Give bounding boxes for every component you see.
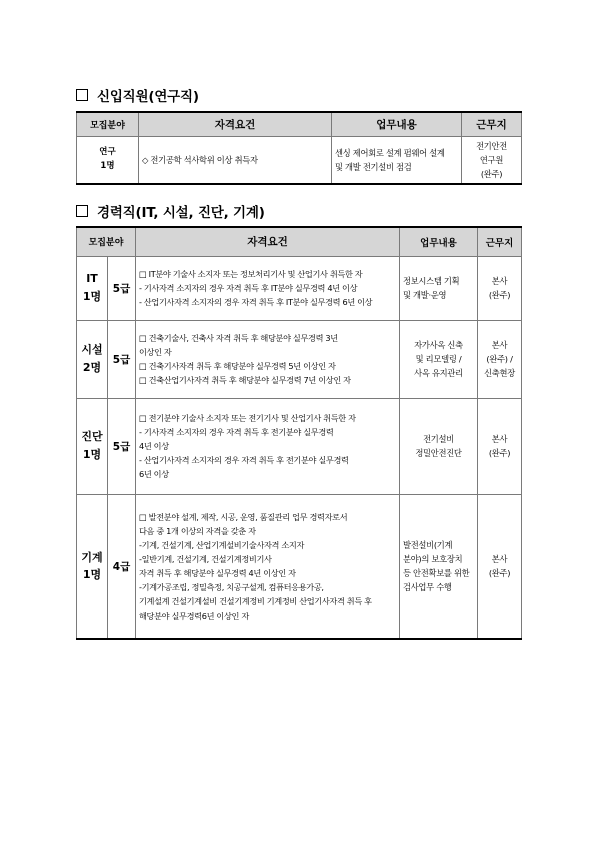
section-title-text: 경력직(IT, 시설, 진단, 기계) bbox=[97, 205, 265, 221]
requirement-cell: □ IT분야 기술사 소지자 또는 정보처리기사 및 산업기사 취득한 자 - 기사자격 소지자의 경우 자격 취득 후 IT분야 실무경력 4년 이상 - 산업기사자격 소지자의 경우 자격 취득 후 IT분야 실무경력 6년 이상 bbox=[136, 256, 400, 320]
duty-cell: 전기설비 정밀안전진단 bbox=[400, 398, 478, 494]
grade-cell: 5급 bbox=[108, 398, 136, 494]
header-category: 모집분야 bbox=[77, 227, 136, 256]
header-location: 근무지 bbox=[462, 112, 522, 136]
section-title-text: 신입직원(연구직) bbox=[97, 89, 199, 105]
table-row bbox=[77, 320, 522, 398]
grade-cell: 5급 bbox=[108, 320, 136, 398]
location-cell: 전기안전 연구원 (완주) bbox=[462, 136, 522, 184]
location-cell: 본사 (완주) bbox=[478, 398, 522, 494]
grade-cell: 5급 bbox=[108, 256, 136, 320]
requirement-cell: □ 건축기술사, 건축사 자격 취득 후 해당분야 실무경력 3년 이상인 자 □ 건축기사자격 취득 후 해당분야 실무경력 5년 이상인 자 □ 건축산업기사자격 취득 후 해당분야 실무경력 7년 이상인 자 bbox=[136, 320, 400, 398]
duty-cell: 정보시스템 기획 및 개발·운영 bbox=[400, 256, 478, 320]
location-cell: 본사 (완주) bbox=[478, 494, 522, 639]
section-title-new-hire bbox=[76, 85, 199, 105]
section-title-experienced bbox=[76, 201, 265, 221]
checkbox-square-icon bbox=[76, 89, 88, 101]
requirement-cell: ◇ 전기공학 석사학위 이상 취득자 bbox=[139, 136, 332, 184]
requirement-cell: □ 발전분야 설계, 제작, 시공, 운영, 품질관리 업무 경력자로서 다음 중 1개 이상의 자격을 갖춘 자 -기계, 건설기계, 산업기계설비기술사자격 소지자 -일반기계, 건설기계, 건설기계정비기사 자격 취득 후 해당분야 실무경력 4년 이상인 자 -기계가공조립, 정밀측정, 치공구설계, 컴퓨터응용가공, 기계설계 건설기계설비 건설기계정비 기계정비 산업기사자격 취득 후 해당분야 실무경력6년 이상인 자 bbox=[136, 494, 400, 639]
header-category: 모집분야 bbox=[77, 112, 139, 136]
duty-cell: 발전설비(기계 분야)의 보호장치 등 안전확보를 위한 검사업무 수행 bbox=[400, 494, 478, 639]
category-cell: 기계 1명 bbox=[77, 494, 108, 639]
category-cell: IT 1명 bbox=[77, 256, 108, 320]
grade-cell: 4급 bbox=[108, 494, 136, 639]
header-requirement: 자격요건 bbox=[139, 112, 332, 136]
category-cell: 연구 1명 bbox=[77, 136, 139, 184]
requirement-cell: □ 전기분야 기술사 소지자 또는 전기기사 및 산업기사 취득한 자 - 기사자격 소지자의 경우 자격 취득 후 전기분야 실무경력 4년 이상 - 산업기사자격 소지자의 경우 자격 취득 후 전기분야 실무경력 6년 이상 bbox=[136, 398, 400, 494]
experienced-table bbox=[76, 226, 522, 640]
header-requirement: 자격요건 bbox=[136, 227, 400, 256]
header-location: 근무지 bbox=[478, 227, 522, 256]
table-row bbox=[77, 256, 522, 320]
category-cell: 진단 1명 bbox=[77, 398, 108, 494]
header-duty: 업무내용 bbox=[332, 112, 462, 136]
header-duty: 업무내용 bbox=[400, 227, 478, 256]
table-row bbox=[77, 398, 522, 494]
table-row bbox=[77, 494, 522, 639]
duty-cell: 자가사옥 신축 및 리모델링 / 사옥 유지관리 bbox=[400, 320, 478, 398]
checkbox-square-icon bbox=[76, 205, 88, 217]
table-row bbox=[77, 136, 522, 184]
category-cell: 시설 2명 bbox=[77, 320, 108, 398]
location-cell: 본사 (완주) bbox=[478, 256, 522, 320]
duty-cell: 센싱 제어회로 설계 펌웨어 설계 및 개발 전기설비 점검 bbox=[332, 136, 462, 184]
location-cell: 본사 (완주) / 신축현장 bbox=[478, 320, 522, 398]
new-hire-table bbox=[76, 111, 522, 185]
